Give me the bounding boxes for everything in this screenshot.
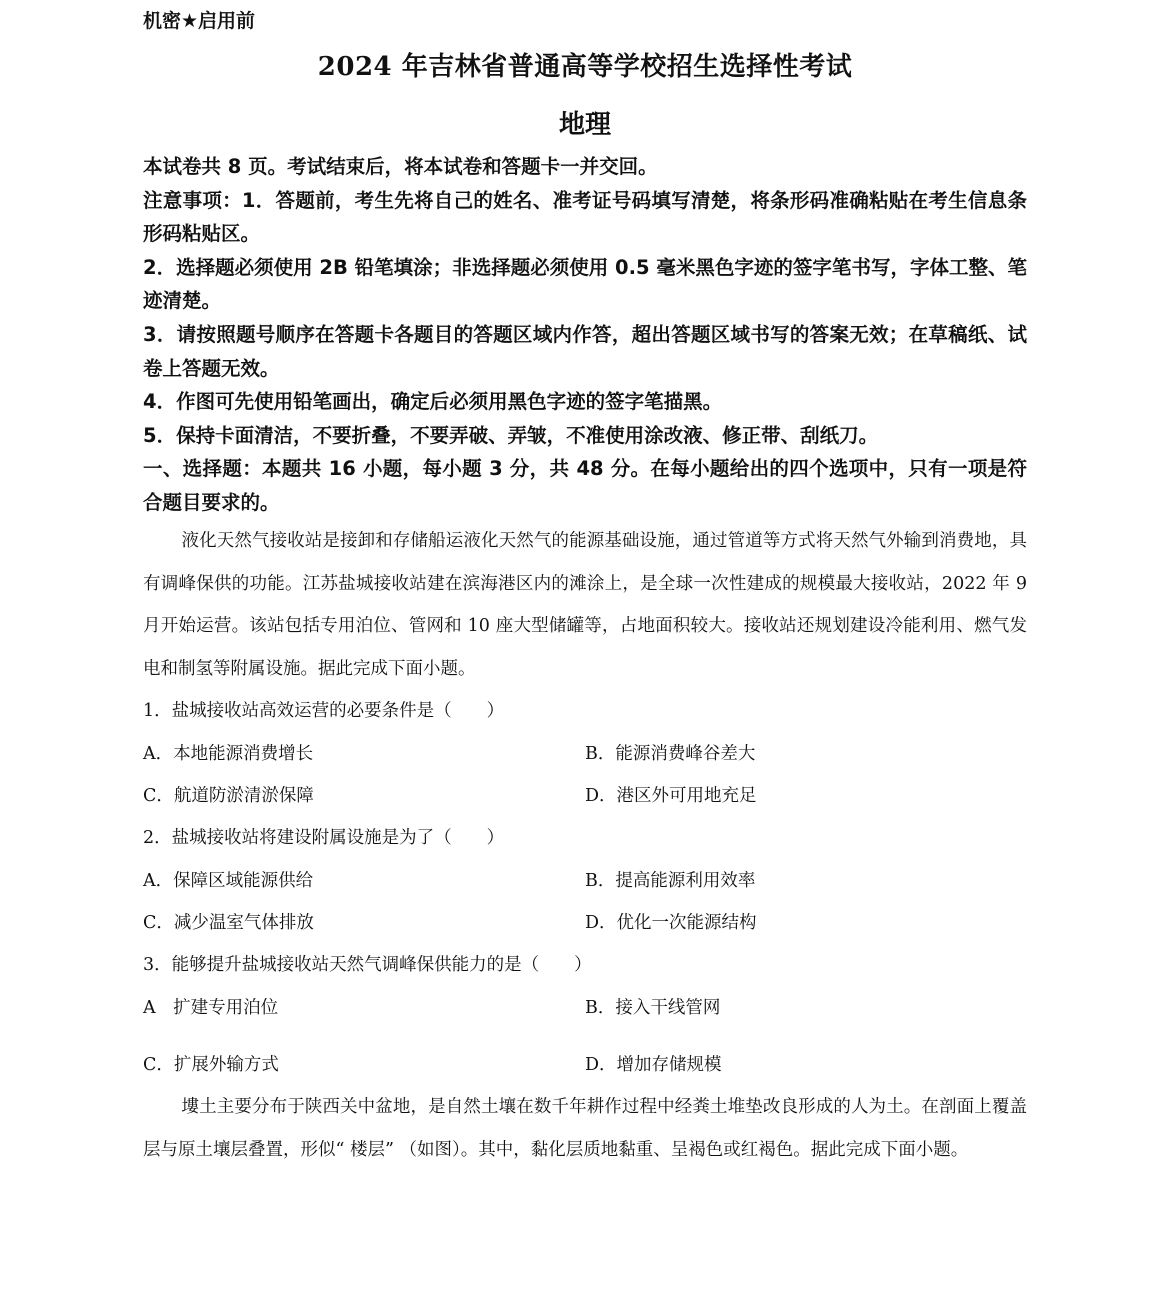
notes-item-1: 注意事项：1．答题前，考生先将自己的姓名、准考证号码填写清楚，将条形码准确粘贴在考生信息条形码粘贴区。 bbox=[143, 188, 1027, 246]
question-1-options-row-1 bbox=[143, 739, 1027, 769]
question-3-option-a: A 扩建专用泊位 bbox=[143, 998, 279, 1018]
passage-soil-text: 塿土主要分布于陕西关中盆地，是自然土壤在数千年耕作过程中经粪土堆垫改良形成的人为土。在剖面上覆盖层与原土壤层叠置，形似“ 楼层” （如图）。其中，黏化层质地黏重、呈褐色或红褐色。据此完成下面小题。 bbox=[143, 1097, 1027, 1160]
question-1-option-b: B．能源消费峰谷差大 bbox=[585, 744, 756, 764]
notes-item-2: 2．选择题必须使用 2B 铅笔填涂；非选择题必须使用 0.5 毫米黑色字迹的签字笔书写，字体工整、笔迹清楚。 bbox=[143, 255, 1027, 313]
question-2-option-c: C．减少温室气体排放 bbox=[143, 913, 314, 933]
notes-item-3: 3．请按照题号顺序在答题卡各题目的答题区域内作答，超出答题区域书写的答案无效；在草稿纸、试卷上答题无效。 bbox=[143, 322, 1027, 380]
passage-lng-text: 液化天然气接收站是接卸和存储船运液化天然气的能源基础设施，通过管道等方式将天然气外输到消费地，具有调峰保供的功能。江苏盐城接收站建在滨海港区内的滩涂上，是全球一次性建成的规模最大接收站，2022 年 9 月开始运营。该站包括专用泊位、管网和 10 座大型储罐等，占地面积较大。接收站还规划建设冷能利用、燃气发电和制氢等附属设施。据此完成下面小题。 bbox=[143, 531, 1027, 679]
question-2-option-a: A．保障区域能源供给 bbox=[143, 871, 314, 891]
subject-title: 地理 bbox=[558, 110, 611, 140]
question-3-options-row-1 bbox=[143, 993, 1027, 1023]
question-1-option-a: A．本地能源消费增长 bbox=[143, 744, 314, 764]
exam-title: 2024 年吉林省普通高等学校招生选择性考试 bbox=[317, 52, 853, 82]
exam-notes bbox=[143, 150, 1027, 520]
question-1-stem: 1．盐城接收站高效运营的必要条件是（ ） bbox=[143, 701, 505, 721]
notes-item-5: 5．保持卡面清洁，不要折叠，不要弄破、弄皱，不准使用涂改液、修正带、刮纸刀。 bbox=[143, 423, 879, 447]
question-2-option-b: B．提高能源利用效率 bbox=[585, 871, 756, 891]
passage-soil bbox=[143, 1086, 1027, 1171]
notes-item-4: 4．作图可先使用铅笔画出，确定后必须用黑色字迹的签字笔描黑。 bbox=[143, 390, 723, 414]
question-2-stem: 2．盐城接收站将建设附属设施是为了（ ） bbox=[143, 828, 505, 848]
question-1-option-d: D．港区外可用地充足 bbox=[585, 786, 757, 806]
section-heading: 一、选择题：本题共 16 小题，每小题 3 分，共 48 分。在每小题给出的四个选项中，只有一项是符合题目要求的。 bbox=[143, 457, 1027, 514]
question-2-options-row-1 bbox=[143, 866, 1027, 896]
question-2-option-d: D．优化一次能源结构 bbox=[585, 913, 757, 933]
question-1-options-row-2 bbox=[143, 781, 1027, 811]
question-1-option-c: C．航道防淤清淤保障 bbox=[143, 786, 314, 806]
question-3-stem: 3．能够提升盐城接收站天然气调峰保供能力的是（ ） bbox=[143, 955, 592, 975]
passage-lng bbox=[143, 520, 1027, 690]
notes-intro: 本试卷共 8 页。考试结束后，将本试卷和答题卡一并交回。 bbox=[143, 155, 658, 178]
question-3-option-b: B．接入干线管网 bbox=[585, 998, 721, 1018]
question-3-options-row-2 bbox=[143, 1050, 1027, 1080]
confidential-label: 机密★启用前 bbox=[143, 10, 256, 32]
question-3-option-c: C．扩展外输方式 bbox=[143, 1055, 279, 1075]
question-2-options-row-2 bbox=[143, 908, 1027, 938]
question-3-option-d: D．增加存储规模 bbox=[585, 1055, 722, 1075]
